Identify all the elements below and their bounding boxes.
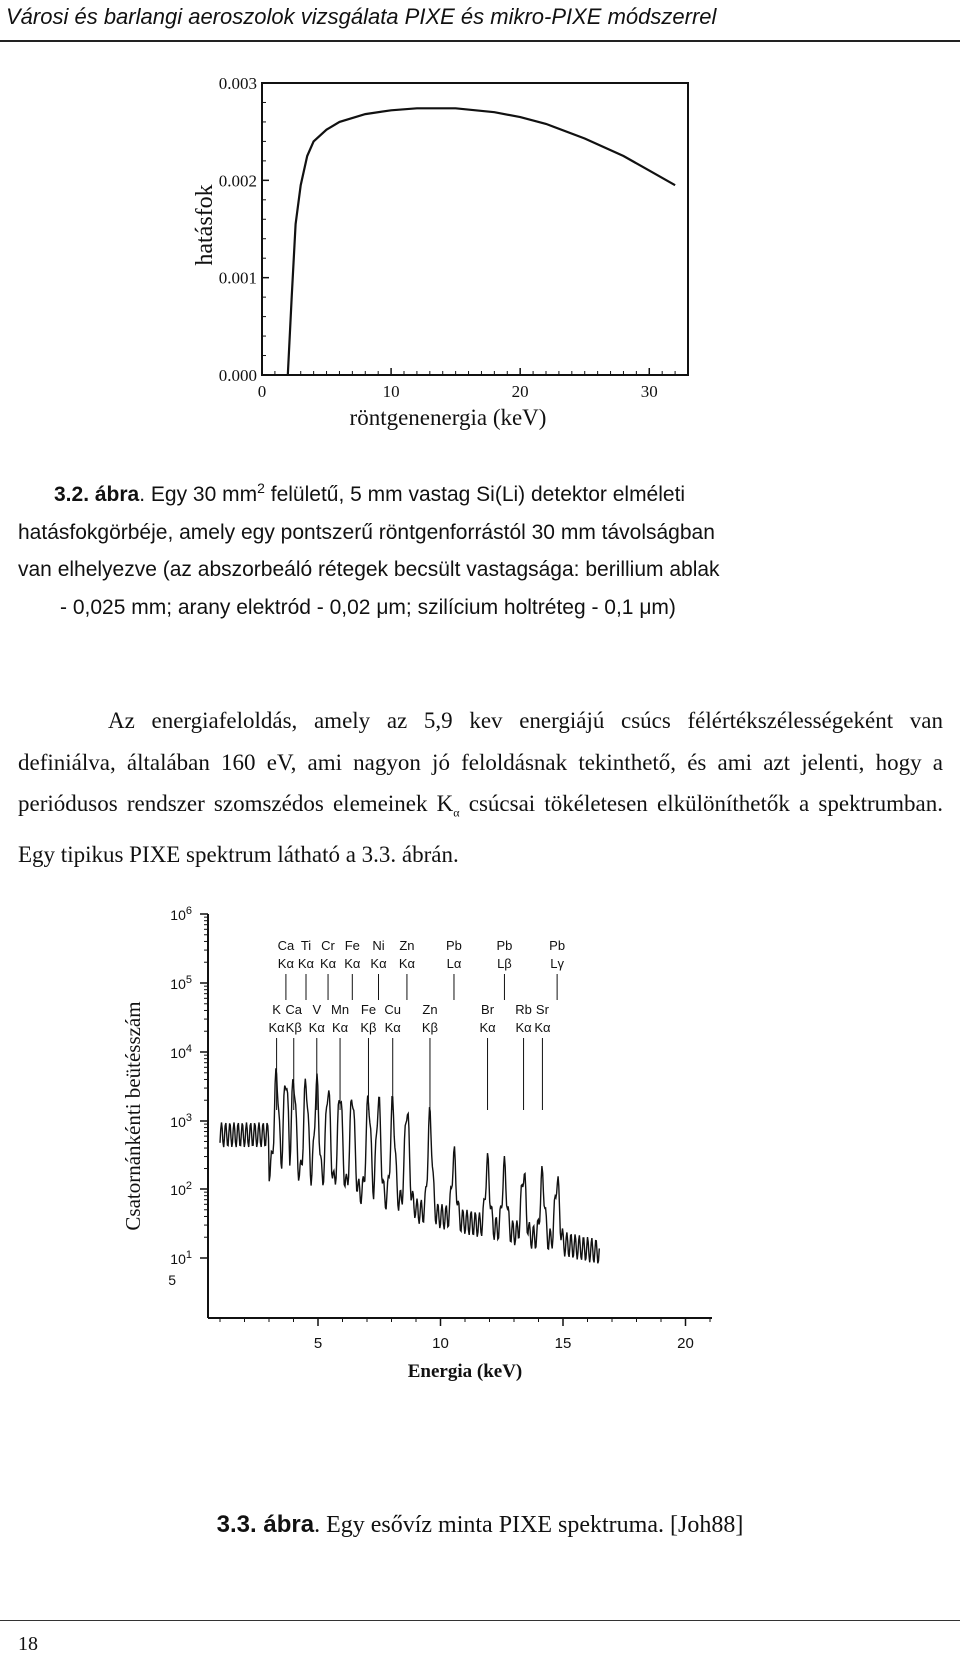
x-tick-label: 30 (640, 382, 658, 401)
x-tick-label: 15 (554, 1335, 572, 1352)
caption1-line4: - 0,025 mm; arany elektród - 0,02 μm; szilícium holtréteg - 0,1 μm) (60, 595, 676, 619)
peak-label-top-line: Kα (344, 956, 361, 971)
y-axis-label: Csatornánkénti beütésszám (121, 1001, 145, 1231)
y-axis-label: hatásfok (192, 184, 218, 266)
peak-label-top-element: Pb (549, 938, 566, 953)
peak-label-top-element: Pb (446, 938, 462, 953)
peak-label-top-element: Pb (496, 938, 513, 953)
y-tick-label: 0.000 (218, 366, 257, 385)
peak-label-top-line: Kα (398, 956, 416, 971)
peak-label-bottom-line: Kα (515, 1020, 532, 1035)
peak-label-bottom-line: Kβ (360, 1020, 377, 1035)
paragraph-sub: α (453, 805, 460, 820)
peak-label-top-element: Cr (321, 938, 335, 953)
peak-label-top-element: Ti (300, 938, 312, 953)
peak-label-top-line: Lα (446, 956, 462, 971)
peak-label-bottom-element: Mn (331, 1002, 350, 1017)
figure-3-3-caption (0, 1511, 960, 1539)
peak-label-top-line: Kα (277, 956, 294, 971)
peak-label-top-element: Fe (344, 938, 360, 953)
peak-label-top-line: Kα (319, 956, 337, 971)
peak-label-bottom-element: Cu (384, 1002, 402, 1017)
peak-label-bottom-line: Kα (308, 1020, 325, 1035)
y-tick-label: $10^2$ (170, 1180, 192, 1198)
paragraph-part2: csúcsai tökéletesen elkülöníthetők a spektrumban. Egy tipikus PIXE spektrum látható a 3.3. ábrán. (18, 791, 943, 868)
x-tick-label: 10 (382, 382, 400, 401)
y-tick-label: $10^1$ (170, 1249, 192, 1267)
caption1-text-b: felületű, 5 mm vastag Si(Li) detektor elméleti (264, 483, 686, 506)
x-tick-label: 20 (677, 1335, 694, 1352)
x-tick-label: 5 (313, 1335, 323, 1352)
figure-3-2-label: 3.2. ábra (54, 483, 140, 506)
paragraph-part1: Az energiafeloldás, amely az 5,9 kev energiájú csúcs félértékszélességeként van definiálva, általában 160 eV, ami nagyon jó feloldásnak tekinthető, és ami azt jelenti, hogy a periódusos rendszer szomszédos elemeinek K (18, 708, 943, 816)
footer-rule (0, 1620, 960, 1621)
caption1-line2: hatásfokgörbéje, amely egy pontszerű röntgenforrástól 30 mm távolságban (18, 520, 715, 544)
plot-frame (262, 83, 688, 375)
peak-label-bottom-line: Kα (331, 1020, 349, 1035)
y-tick-label: $10^4$ (170, 1043, 192, 1061)
caption1-line3: van elhelyezve (az abszorbeáló rétegek becsült vastagsága: berillium ablak (18, 558, 720, 581)
x-tick-label: 10 (432, 1335, 449, 1352)
peak-label-bottom-element: Sr (535, 1002, 549, 1017)
caption1-sup: 2 (257, 480, 265, 496)
peak-label-bottom-element: Zn (422, 1002, 438, 1017)
peak-label-bottom-element: K (272, 1002, 281, 1017)
efficiency-chart (0, 0, 960, 470)
page-number: 18 (18, 1633, 38, 1655)
peak-label-top-line: Kα (297, 956, 315, 971)
peak-label-top-element: Ni (372, 938, 385, 953)
y-tick-label: 5 (168, 1271, 176, 1288)
peak-label-top-line: Kα (370, 956, 387, 971)
x-axis-label: Energia (keV) (407, 1361, 523, 1382)
peak-label-top-line: Lγ (550, 956, 564, 971)
x-axis-label: röntgenenergia (keV) (349, 405, 547, 430)
peak-label-bottom-element: Br (481, 1002, 495, 1017)
peak-label-bottom-element: Ca (285, 1002, 303, 1017)
peak-label-bottom-line: Kα (479, 1020, 496, 1035)
running-header-title: Városi és barlangi aeroszolok vizsgálata PIXE és mikro-PIXE módszerrel (6, 4, 717, 29)
peak-label-bottom-line: Kβ (421, 1020, 439, 1035)
peak-label-bottom-element: V (312, 1002, 322, 1017)
y-tick-label: $10^5$ (170, 974, 192, 992)
pixe-spectrum-chart (0, 900, 960, 1500)
y-tick-label: $10^3$ (170, 1112, 192, 1130)
peak-label-bottom-line: Kα (534, 1020, 551, 1035)
y-tick-label: $10^6$ (170, 905, 192, 923)
peak-label-top-element: Ca (277, 938, 295, 953)
x-tick-label: 20 (511, 382, 529, 401)
peak-label-top-element: Zn (399, 938, 415, 953)
peak-label-bottom-line: Kβ (285, 1020, 302, 1035)
peak-label-bottom-element: Fe (360, 1002, 377, 1017)
y-tick-label: 0.001 (218, 268, 257, 288)
peak-label-top-line: Lβ (497, 956, 512, 971)
x-tick-label: 0 (257, 382, 267, 401)
peak-label-bottom-element: Rb (515, 1002, 532, 1017)
peak-label-bottom-line: Kα (384, 1020, 401, 1035)
peak-label-bottom-line: Kα (268, 1020, 285, 1035)
figure-3-2-caption (18, 470, 943, 626)
caption1-text-a: . Egy 30 mm (139, 483, 258, 506)
efficiency-curve (288, 108, 675, 375)
y-tick-label: 0.002 (218, 171, 257, 191)
body-paragraph (18, 700, 943, 876)
figure-3-3-label: 3.3. ábra (216, 1511, 315, 1538)
y-tick-label: 0.003 (218, 74, 257, 93)
caption2-text: . Egy esővíz minta PIXE spektruma. [Joh88] (314, 1512, 744, 1538)
